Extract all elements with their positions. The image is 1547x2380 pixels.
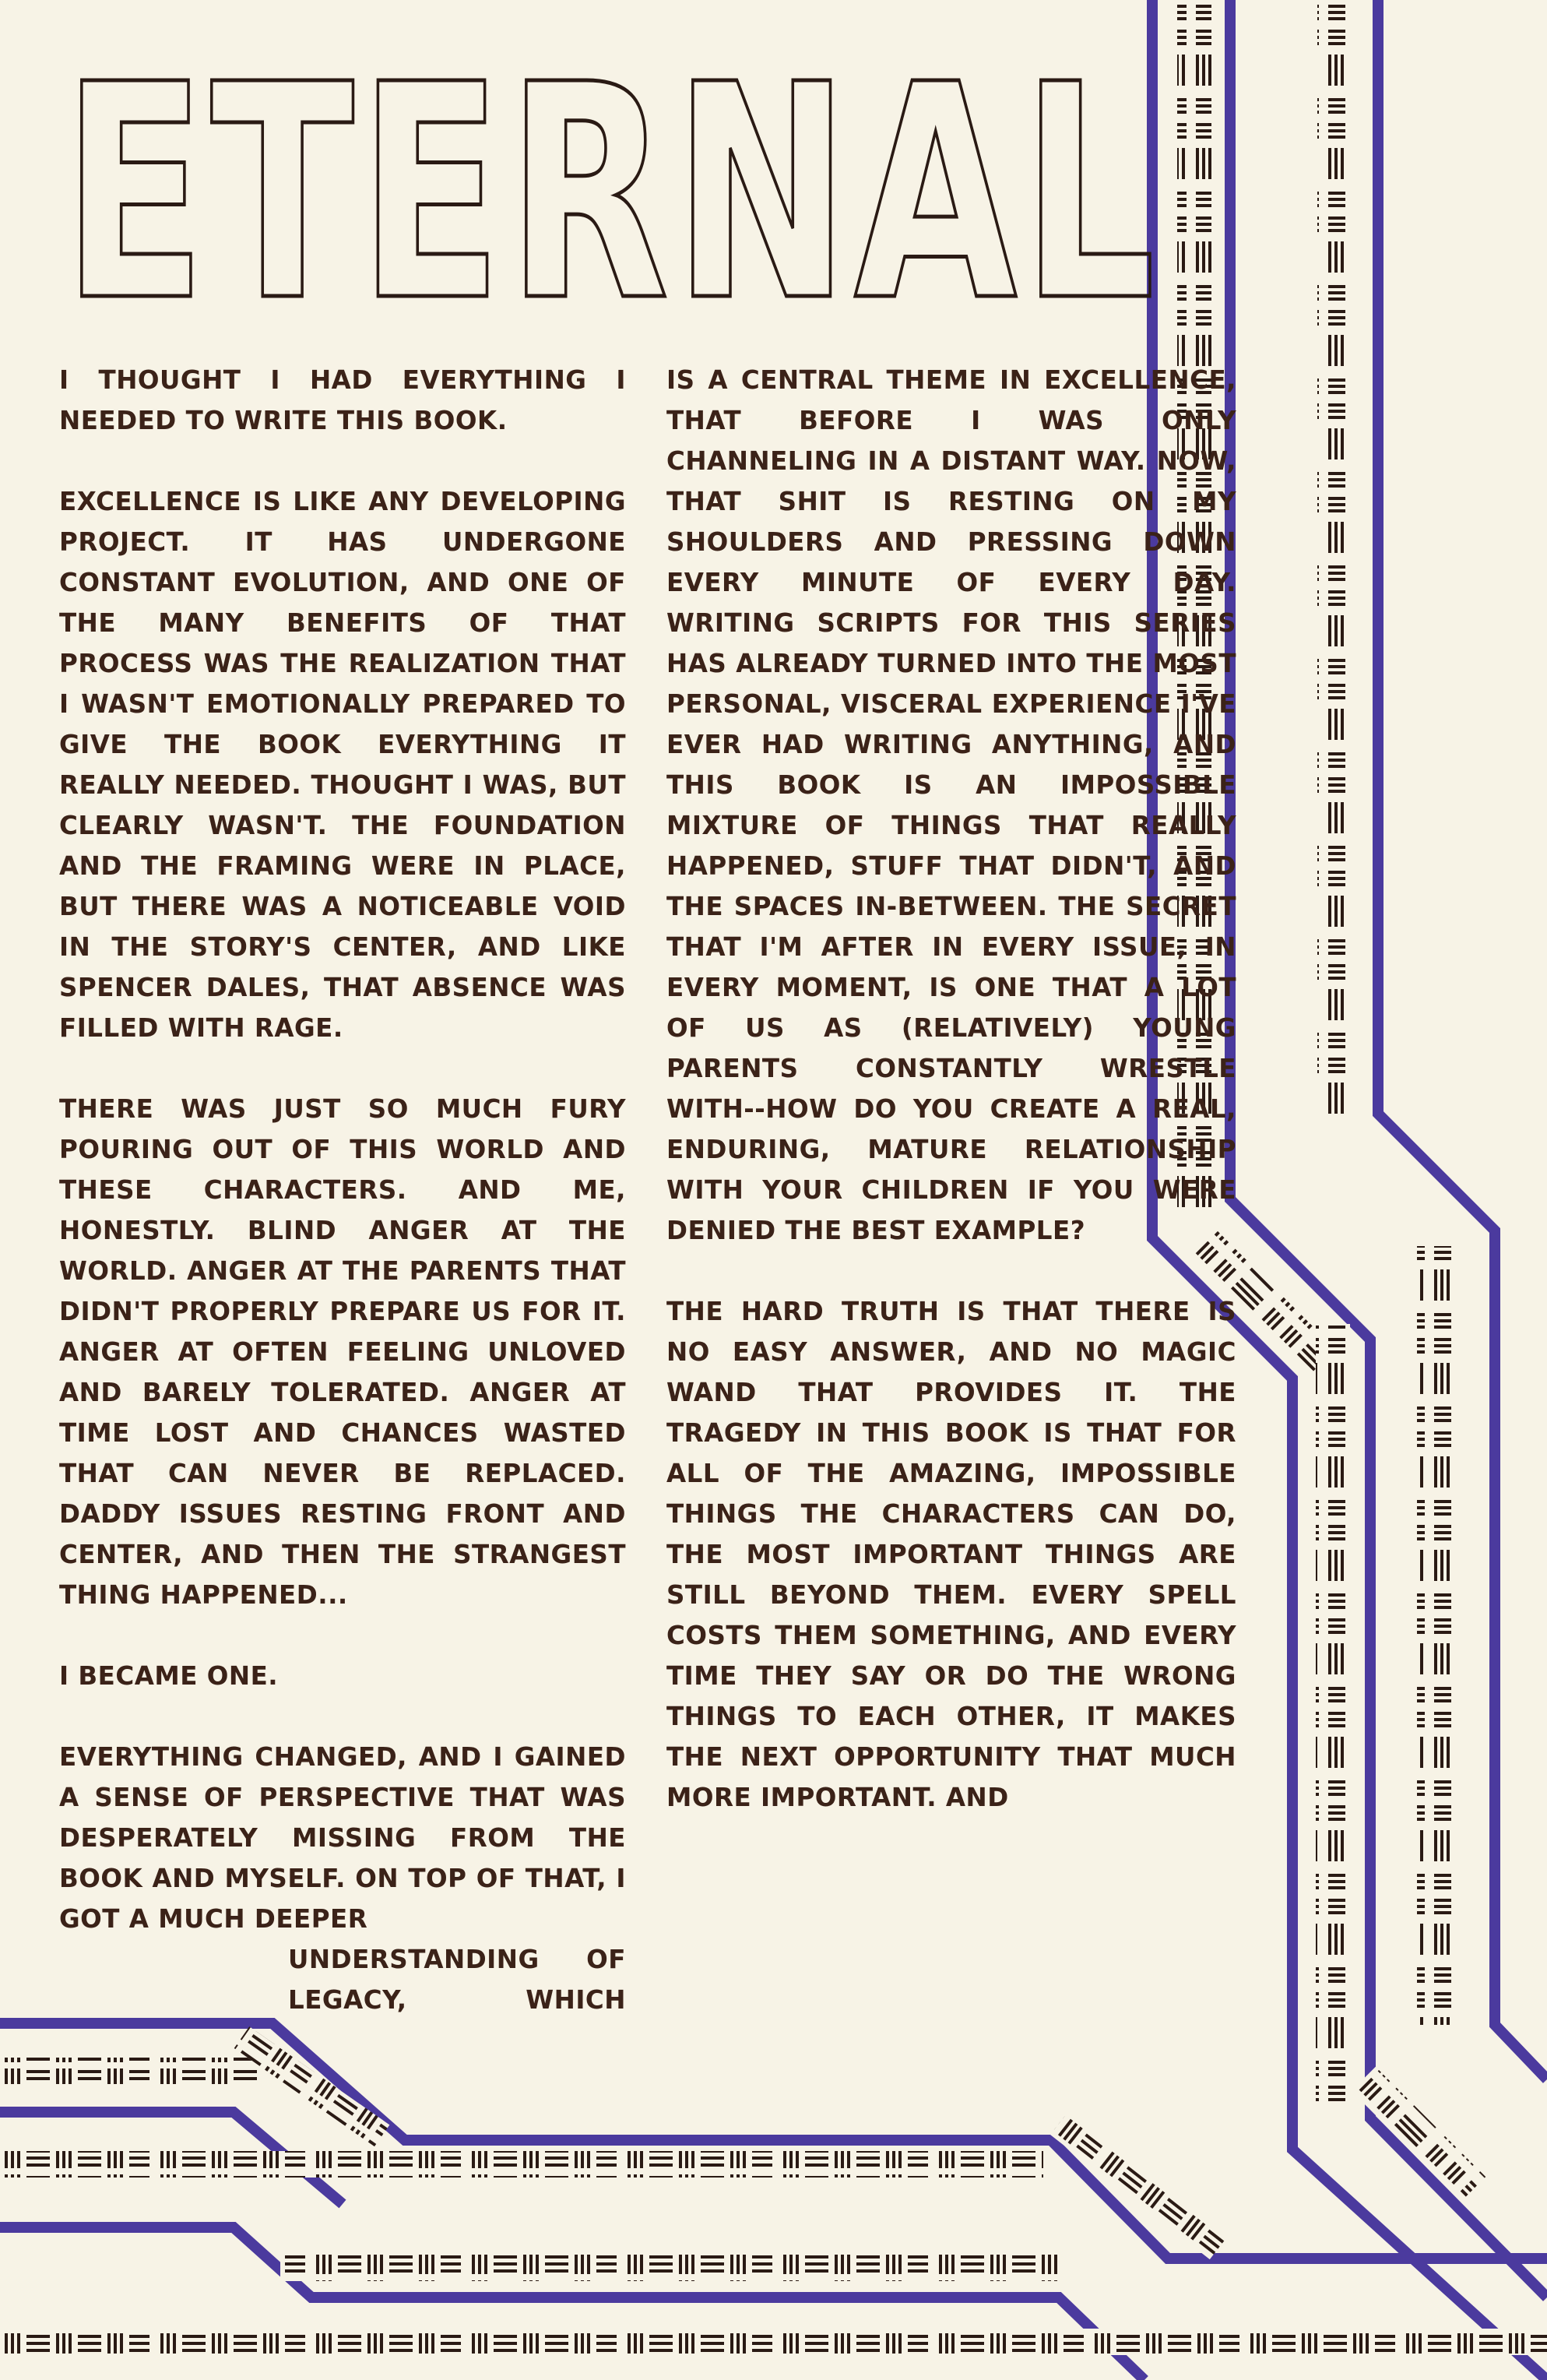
paragraph: IS A CENTRAL THEME IN EXCELLENCE, THAT BEFORE I WAS ONLY CHANNELING IN A DISTANT WAY. NOW, THAT SHIT IS RESTING ON MY SHOULDERS AND PRESSING DOWN EVERY MINUTE OF EVERY DAY. WRITING SCRIPTS FOR THIS SERIES HAS ALREADY TURNED INTO THE MOST PERSONAL, VISCERAL EXPERIENCE I'VE EVER HAD WRITING ANYTHING, AND THIS BOOK IS AN IMPOSSIBLE MIXTURE OF THINGS THAT REALLY HAPPENED, STUFF THAT DIDN'T, AND THE SPACES IN-BETWEEN. THE SECRET THAT I'M AFTER IN EVERY ISSUE, IN EVERY MOMENT, IS ONE THAT A LOT OF US AS (RELATIVELY) YOUNG PARENTS CONSTANTLY WRESTLE WITH--HOW DO YOU CREATE A REAL, ENDURING, MATURE RELATIONSHIP WITH YOUR CHILDREN IF YOU WERE DENIED THE BEST EXAMPLE? <box>666 365 1236 1245</box>
title-text: ETERNAL <box>62 21 1160 366</box>
paragraph <box>59 1737 626 2020</box>
paragraph: I BECAME ONE. <box>59 1661 279 1691</box>
paragraph-continuation: UNDERSTANDING OF LEGACY, WHICH <box>288 1945 626 2015</box>
paragraph: THE HARD TRUTH IS THAT THERE IS NO EASY ANSWER, AND NO MAGIC WAND THAT PROVIDES IT. THE TRAGEDY IN THIS BOOK IS THAT FOR ALL OF THE AMAZING, IMPOSSIBLE THINGS THE CHARACTERS CAN DO, THE MOST IMPORTANT THINGS ARE STILL BEYOND THEM. EVERY SPELL COSTS THEM SOMETHING, AND EVERY TIME THEY SAY OR DO THE WRONG THINGS TO EACH OTHER, IT MAKES THE NEXT OPPORTUNITY THAT MUCH MORE IMPORTANT. AND <box>666 1297 1236 1812</box>
paragraph: EXCELLENCE IS LIKE ANY DEVELOPING PROJECT. IT HAS UNDERGONE CONSTANT EVOLUTION, AND ONE OF THE MANY BENEFITS OF THAT PROCESS WAS THE REALIZATION THAT I WASN'T EMOTIONALLY PREPARED TO GIVE THE BOOK EVERYTHING IT REALLY NEEDED. THOUGHT I WAS, BUT CLEARLY WASN'T. THE FOUNDATION AND THE FRAMING WERE IN PLACE, BUT THERE WAS A NOTICEABLE VOID IN THE STORY'S CENTER, AND LIKE SPENCER DALES, THAT ABSENCE WAS FILLED WITH RAGE. <box>59 487 626 1043</box>
page-title <box>62 21 1183 366</box>
paragraph: THERE WAS JUST SO MUCH FURY POURING OUT OF THIS WORLD AND THESE CHARACTERS. AND ME, HONESTLY. BLIND ANGER AT THE WORLD. ANGER AT THE PARENTS THAT DIDN'T PROPERLY PREPARE US FOR IT. ANGER AT OFTEN FEELING UNLOVED AND BARELY TOLERATED. ANGER AT TIME LOST AND CHANCES WASTED THAT CAN NEVER BE REPLACED. DADDY ISSUES RESTING FRONT AND CENTER, AND THEN THE STRANGEST THING HAPPENED... <box>59 1094 626 1610</box>
article-column-left <box>59 360 626 2020</box>
paragraph: I THOUGHT I HAD EVERYTHING I NEEDED TO WRITE THIS BOOK. <box>59 365 626 435</box>
paragraph-text: EVERYTHING CHANGED, AND I GAINED A SENSE OF PERSPECTIVE THAT WAS DESPERATELY MISSING FROM THE BOOK AND MYSELF. ON TOP OF THAT, I GOT A MUCH DEEPER <box>59 1742 626 1934</box>
article-column-right <box>666 360 1236 1818</box>
